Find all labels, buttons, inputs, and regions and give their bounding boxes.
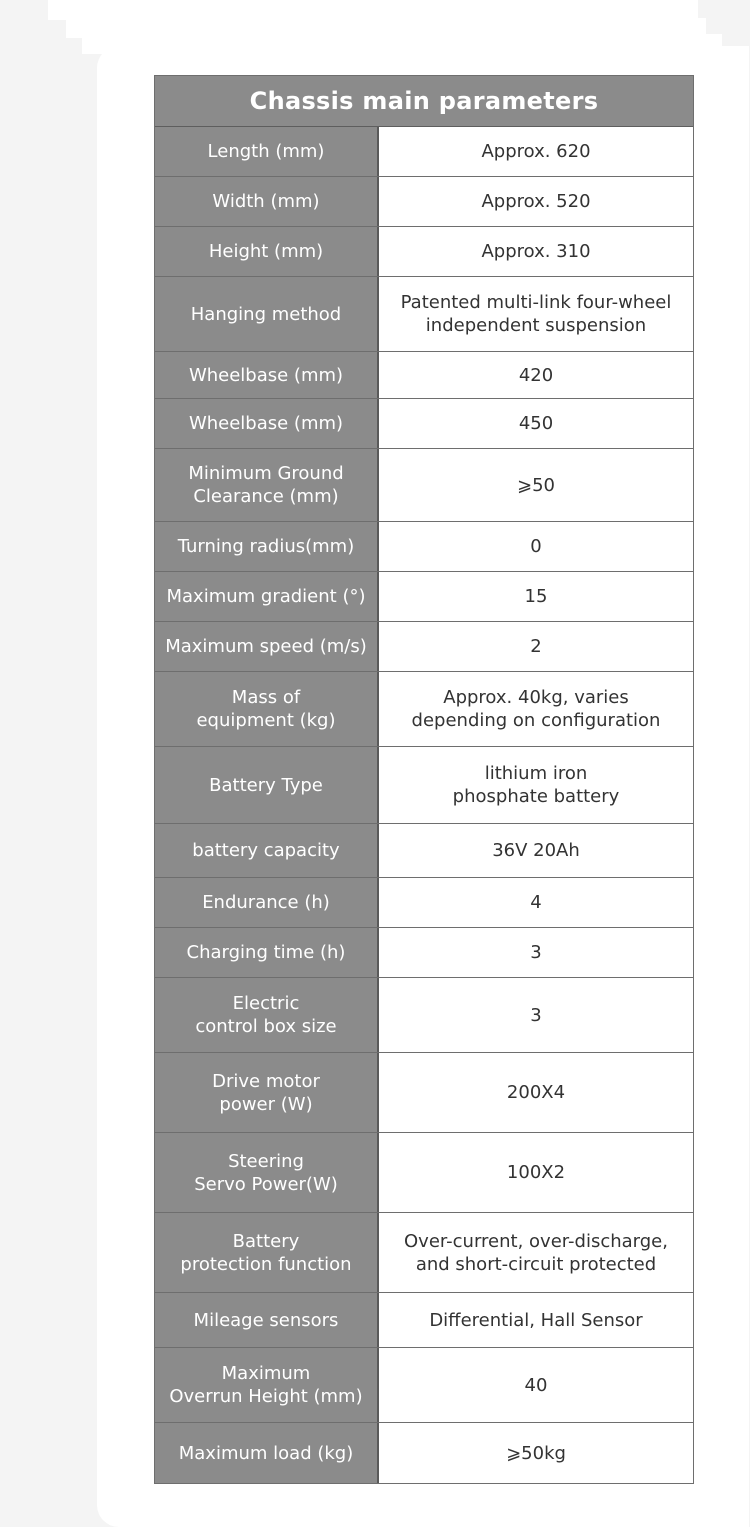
row-label: Battery protection function [155, 1213, 379, 1292]
row-value: ⩾50kg [379, 1423, 693, 1483]
table-row [155, 352, 693, 399]
table-row [155, 622, 693, 672]
row-label: Wheelbase (mm) [155, 399, 379, 448]
row-value: 3 [379, 978, 693, 1052]
row-label: Charging time (h) [155, 928, 379, 977]
row-label: Drive motor power (W) [155, 1053, 379, 1132]
row-label: Mileage sensors [155, 1293, 379, 1347]
row-value: lithium iron phosphate battery [379, 747, 693, 823]
row-label: Turning radius(mm) [155, 522, 379, 571]
row-label: Hanging method [155, 277, 379, 351]
row-value: 15 [379, 572, 693, 621]
table-row [155, 522, 693, 572]
row-label: Width (mm) [155, 177, 379, 226]
background-shape-top [48, 0, 698, 20]
table-row [155, 1423, 693, 1483]
row-value: 2 [379, 622, 693, 671]
table-row [155, 672, 693, 747]
table-row [155, 449, 693, 522]
row-value: 420 [379, 352, 693, 398]
table-row [155, 572, 693, 622]
row-label: Maximum Overrun Height (mm) [155, 1348, 379, 1422]
row-label: Maximum load (kg) [155, 1423, 379, 1483]
table-row [155, 127, 693, 177]
row-value: Patented multi-link four-wheel independent suspension [379, 277, 693, 351]
row-value: Approx. 310 [379, 227, 693, 276]
row-label: Minimum Ground Clearance (mm) [155, 449, 379, 521]
row-label: Maximum speed (m/s) [155, 622, 379, 671]
row-value: 36V 20Ah [379, 824, 693, 877]
row-label: Wheelbase (mm) [155, 352, 379, 398]
row-value: 4 [379, 878, 693, 927]
row-label: Maximum gradient (°) [155, 572, 379, 621]
table-title: Chassis main parameters [155, 76, 693, 127]
row-label: Battery Type [155, 747, 379, 823]
table-row [155, 227, 693, 277]
row-label: Length (mm) [155, 127, 379, 176]
table-row [155, 1293, 693, 1348]
row-value: 0 [379, 522, 693, 571]
row-value: 3 [379, 928, 693, 977]
table-row [155, 978, 693, 1053]
table-row [155, 824, 693, 878]
table-row [155, 177, 693, 227]
row-value: ⩾50 [379, 449, 693, 521]
row-value: Differential, Hall Sensor [379, 1293, 693, 1347]
table-row [155, 747, 693, 824]
table-row [155, 1348, 693, 1423]
row-label: Mass of equipment (kg) [155, 672, 379, 746]
table-row [155, 1133, 693, 1213]
table-row [155, 928, 693, 978]
row-label: Height (mm) [155, 227, 379, 276]
row-value: Approx. 620 [379, 127, 693, 176]
row-label: Electric control box size [155, 978, 379, 1052]
row-value: Over-current, over-discharge, and short-circuit protected [379, 1213, 693, 1292]
chassis-parameters-table [154, 75, 694, 1484]
table-row [155, 399, 693, 449]
row-value: Approx. 520 [379, 177, 693, 226]
row-label: battery capacity [155, 824, 379, 877]
row-value: Approx. 40kg, varies depending on configuration [379, 672, 693, 746]
table-row [155, 1053, 693, 1133]
row-label: Endurance (h) [155, 878, 379, 927]
table-row [155, 277, 693, 352]
table-row [155, 878, 693, 928]
row-label: Steering Servo Power(W) [155, 1133, 379, 1212]
table-row [155, 1213, 693, 1293]
row-value: 200X4 [379, 1053, 693, 1132]
row-value: 40 [379, 1348, 693, 1422]
row-value: 100X2 [379, 1133, 693, 1212]
row-value: 450 [379, 399, 693, 448]
